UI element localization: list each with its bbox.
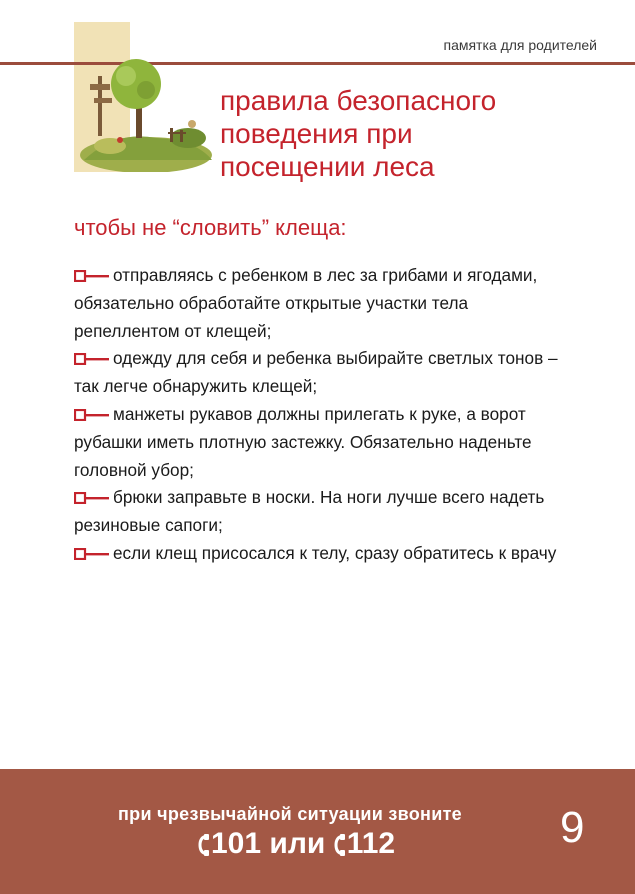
title-line-2: поведения при bbox=[220, 118, 413, 149]
page-title bbox=[220, 84, 550, 183]
rule-text: отправляясь с ребенком в лес за грибами и ягодами, обязательно обработайте открытые участки тела репеллентом от клещей; bbox=[74, 265, 538, 341]
rules-list bbox=[74, 262, 574, 568]
list-item bbox=[74, 540, 574, 568]
rule-text: манжеты рукавов должны прилегать к руке, а ворот рубашки иметь плотную застежку. Обязательно наденьте головной убор; bbox=[74, 403, 532, 480]
key-bullet-icon bbox=[74, 492, 110, 504]
emergency-phone-numbers bbox=[198, 827, 395, 861]
rule-text: если клещ присосался к телу, сразу обратитесь к врачу bbox=[113, 542, 557, 563]
phone-icon bbox=[198, 834, 209, 856]
list-item bbox=[74, 484, 574, 540]
rule-text: одежду для себя и ребенка выбирайте светлых тонов – так легче обнаружить клещей; bbox=[74, 348, 558, 397]
key-bullet-icon bbox=[74, 270, 110, 282]
rule-text: брюки заправьте в носки. На ноги лучше всего надеть резиновые сапоги; bbox=[74, 487, 545, 536]
page-number: 9 bbox=[560, 803, 585, 852]
phone-number-1: 101 bbox=[211, 827, 262, 860]
title-line-3: посещении леса bbox=[220, 151, 435, 182]
header-label: памятка для родителей bbox=[443, 37, 597, 53]
tree-signpost-illustration bbox=[76, 52, 216, 172]
list-item bbox=[74, 262, 574, 345]
list-item bbox=[74, 401, 574, 484]
key-bullet-icon bbox=[74, 409, 110, 421]
emergency-call-text: при чрезвычайной ситуации звоните bbox=[118, 804, 462, 824]
key-bullet-icon bbox=[74, 353, 110, 365]
title-line-1: правила безопасного bbox=[220, 85, 497, 116]
key-bullet-icon bbox=[74, 548, 110, 560]
footer-banner bbox=[0, 769, 635, 894]
phone-icon bbox=[334, 834, 345, 856]
list-item bbox=[74, 345, 574, 401]
phone-or: или bbox=[269, 827, 326, 860]
phone-number-2: 112 bbox=[346, 827, 396, 860]
section-subtitle: чтобы не “словить” клеща: bbox=[74, 215, 347, 240]
